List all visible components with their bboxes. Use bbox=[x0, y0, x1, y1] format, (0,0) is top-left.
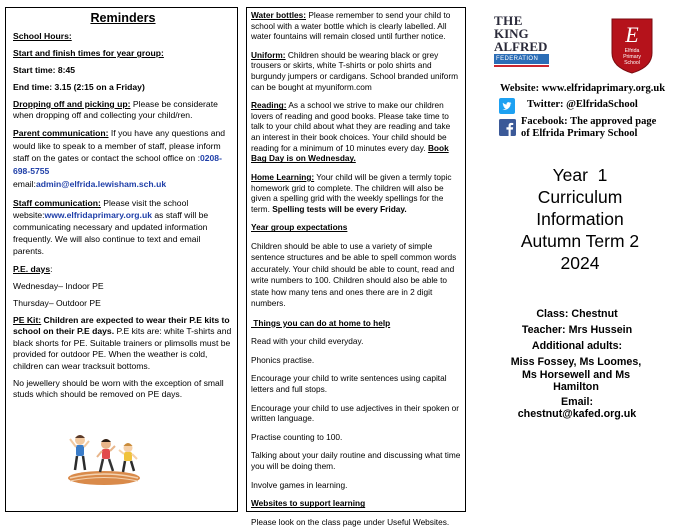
uniform-text: Children should be wearing black or grey trousers or skirts, white T-shirts or polo shirts and burgundy jumpers or cardigans. School branded uniform can be bought at myuniform.com bbox=[251, 49, 459, 92]
logo-federation-bar: FEDERATION bbox=[494, 54, 549, 64]
parent-email-label: email: bbox=[13, 178, 36, 189]
dropping-text: Please be considerate when dropping off and collecting your child/ren. bbox=[13, 99, 218, 120]
crest-line: Primary bbox=[623, 54, 641, 60]
facebook-line-1[interactable]: Facebook: The approved page bbox=[521, 116, 657, 127]
logo-line-alfred: ALFRED bbox=[494, 39, 548, 54]
staff-website-link[interactable]: www.elfridaprimary.org.uk bbox=[44, 209, 152, 220]
logo-accent-line bbox=[494, 65, 549, 67]
book-bag-day: Book Bag Day is on Wednesday. bbox=[251, 142, 449, 164]
pekit-paragraph bbox=[13, 315, 233, 373]
title-line: 2024 bbox=[560, 253, 600, 273]
logo-line-king: KING bbox=[494, 26, 529, 41]
staff-text-2: as staff will be communicating necessary and updated information frequently. We will also continue to text and email parents. bbox=[13, 209, 209, 257]
expectations-text: Children should be able to use a variety of simple sentence structures and be able to spell common words accurately. Your child should be able to count, read and write numbers to 100. Children should also be able to state how many tens and ones there are in 2 digit numbers. bbox=[251, 240, 457, 309]
uniform-heading: Uniform: bbox=[251, 49, 286, 60]
title-line: Year 1 bbox=[552, 165, 608, 185]
class-email[interactable]: chestnut@kafed.org.uk bbox=[517, 408, 637, 420]
dropping-paragraph bbox=[13, 99, 233, 121]
title-line: Curriculum bbox=[537, 187, 623, 207]
reading-text: As a school we strive to make our children lovers of reading and good books. Please take time to talk to your child about what they are reading and take an interest in their book choices. Your child should be reading for a minimum of 10 minutes every day. bbox=[251, 100, 451, 153]
pe-days-heading: P.E. days bbox=[13, 263, 51, 274]
water-text: Please remember to send your child to school with a water bottle which is clearly labelled. All water fountains will remain closed until further notice. bbox=[251, 10, 451, 42]
staff-paragraph bbox=[13, 197, 233, 258]
school-hours-heading: School Hours: bbox=[13, 31, 72, 41]
teacher-name: Teacher: Mrs Hussein bbox=[521, 324, 633, 336]
pe-thursday: Thursday– Outdoor PE bbox=[13, 297, 101, 308]
parent-text: If you have any questions and would like to speak to a member of staff, please inform staff on the gates or contact the school office on : bbox=[13, 128, 226, 164]
reading-paragraph bbox=[251, 100, 461, 164]
water-heading: Water bottles: bbox=[251, 10, 307, 20]
expectations-heading: Year group expectations bbox=[251, 222, 348, 233]
facebook-line-2[interactable]: of Elfrida Primary School bbox=[521, 128, 638, 139]
pe-days-colon: : bbox=[50, 263, 53, 274]
additional-adults-names: Miss Fossey, Ms Loomes, Ms Horsewell and Ms Hamilton bbox=[510, 356, 642, 393]
king-alfred-federation-logo bbox=[494, 14, 549, 67]
cover-panel bbox=[470, 0, 700, 516]
start-finish-heading: Start and finish times for year group: bbox=[13, 48, 164, 58]
uniform-paragraph bbox=[251, 50, 461, 92]
end-time: End time: 3.15 (2:15 on a Friday) bbox=[13, 82, 145, 92]
start-time: Start time: 8:45 bbox=[13, 65, 76, 75]
water-paragraph bbox=[251, 10, 461, 42]
facebook-icon bbox=[499, 119, 516, 136]
pekit-bold: Children are expected to wear their P.E kits to school on their P.E days. bbox=[13, 314, 230, 337]
curriculum-title bbox=[490, 164, 670, 274]
homelearning-paragraph bbox=[251, 172, 461, 214]
reading-heading: Reading: bbox=[251, 100, 287, 111]
athome-item: Phonics practise. bbox=[251, 354, 315, 365]
athome-item: Encourage your child to use adjectives in their spoken or written language. bbox=[251, 402, 460, 424]
athome-item: Read with your child everyday. bbox=[251, 336, 364, 347]
title-line: Information bbox=[536, 209, 624, 229]
websites-heading: Websites to support learning bbox=[251, 498, 366, 509]
additional-adults-label: Additional adults: bbox=[531, 340, 623, 352]
spelling-tests: Spelling tests will be every Friday. bbox=[272, 203, 407, 214]
twitter-icon bbox=[499, 98, 515, 114]
athome-item: Practise counting to 100. bbox=[251, 431, 343, 442]
parent-email-link[interactable]: admin@elfrida.lewisham.sch.uk bbox=[35, 178, 167, 189]
twitter-handle[interactable]: Twitter: @ElfridaSchool bbox=[527, 99, 638, 110]
elfrida-school-crest bbox=[610, 17, 654, 74]
dropping-heading: Dropping off and picking up: bbox=[13, 99, 131, 109]
pe-wednesday: Wednesday– Indoor PE bbox=[13, 280, 104, 291]
pe-days-line bbox=[13, 264, 233, 275]
parent-phone-link[interactable]: 0208-698-5755 bbox=[13, 153, 222, 177]
websites-text: Please look on the class page under Useful Websites. bbox=[251, 516, 450, 527]
information-panel bbox=[246, 7, 466, 527]
logo-line-the: THE bbox=[494, 13, 523, 28]
reminders-title: Reminders bbox=[90, 11, 156, 25]
class-name: Class: Chestnut bbox=[536, 308, 618, 320]
email-label: Email: bbox=[560, 396, 594, 408]
pekit-heading: PE Kit: bbox=[13, 314, 42, 325]
staff-text-1: Please visit the school website: bbox=[13, 197, 189, 220]
homelearning-text: Your child will be given a termly topic homework grid to complete. The children will also be given a spelling grid with the weekly spellings for the term. bbox=[251, 171, 452, 214]
children-exercising-illustration bbox=[64, 426, 144, 488]
athome-item: Talking about your daily routine and discussing what time you will be doing them. bbox=[251, 450, 461, 472]
crest-letter: E bbox=[625, 22, 639, 47]
reminders-panel bbox=[5, 7, 238, 512]
parent-paragraph bbox=[13, 127, 233, 191]
pekit-text: P.E kits are: white T-shirts and black shorts for PE. Suitable trainers or plimsolls must be provided for outdoor PE. When the weather is cold, children can wear tracksuit bottoms. bbox=[13, 326, 232, 371]
staff-heading: Staff communication: bbox=[13, 197, 101, 208]
homelearning-heading: Home Learning: bbox=[251, 171, 315, 182]
website-line[interactable]: Website: www.elfridaprimary.org.uk bbox=[500, 83, 666, 94]
jewellery-note: No jewellery should be worn with the exception of small studs which should be removed on PE days. bbox=[13, 378, 224, 400]
parent-heading: Parent communication: bbox=[13, 128, 109, 138]
crest-line: School bbox=[624, 60, 640, 66]
athome-heading: Things you can do at home to help bbox=[251, 317, 391, 328]
title-line: Autumn Term 2 bbox=[520, 231, 640, 251]
athome-item: Encourage your child to write sentences using capital letters and full stops. bbox=[251, 373, 447, 395]
athome-item: Involve games in learning. bbox=[251, 479, 348, 490]
crest-line: Elfrida bbox=[624, 48, 640, 54]
